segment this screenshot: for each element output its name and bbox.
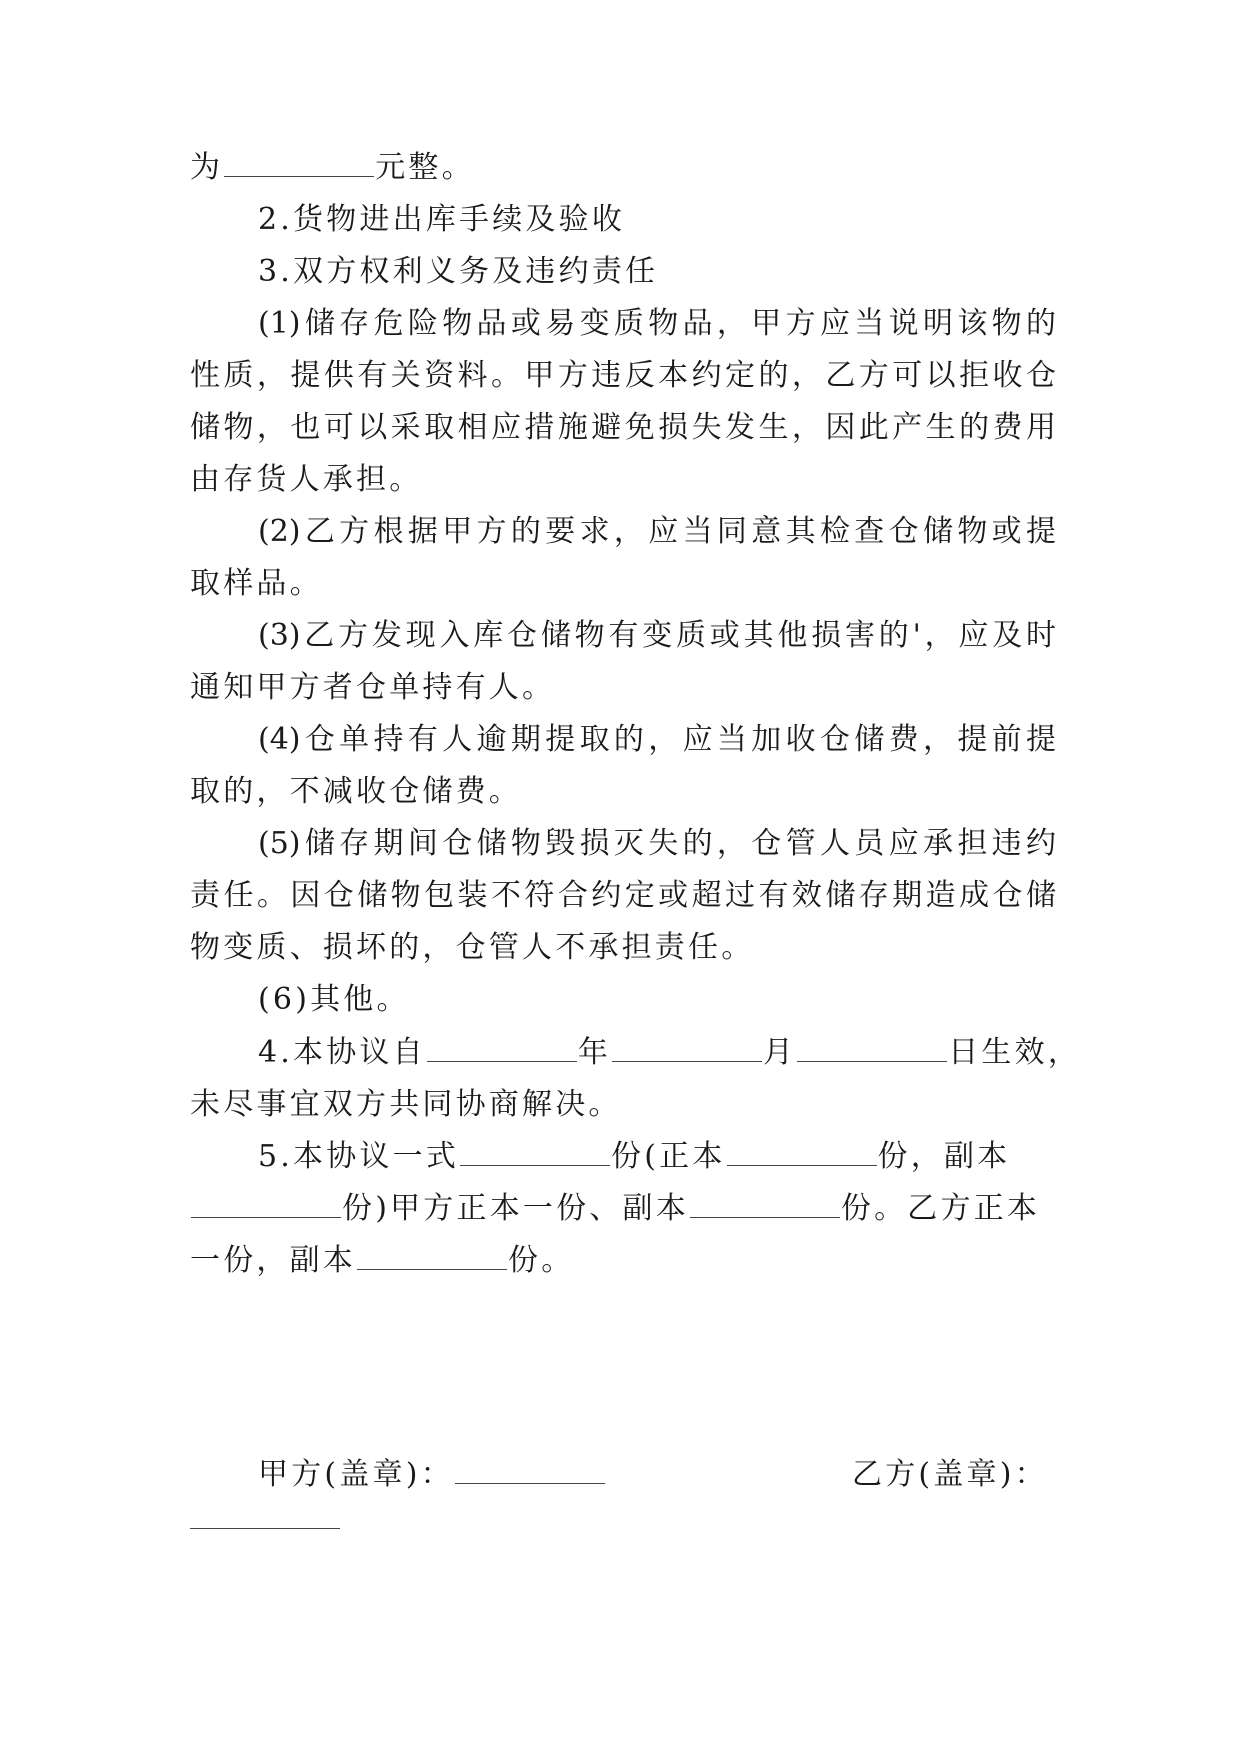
fill-blank-party-a-duplicates: [690, 1189, 840, 1218]
fill-blank-year: [427, 1033, 577, 1062]
text-line: 2.货物进出库手续及验收: [258, 202, 626, 237]
text-line: 物变质、损坏的，仓管人不承担责任。: [190, 930, 755, 965]
fill-blank: [224, 148, 374, 177]
fill-blank-duplicates: [191, 1189, 341, 1218]
text-line: (1)储存危险物品或易变质物品，甲方应当说明该物的: [258, 306, 1056, 341]
text-line: 取样品。: [190, 566, 323, 601]
fill-blank-month: [612, 1033, 762, 1062]
text-line: (3)乙方发现入库仓储物有变质或其他损害的'，应及时: [258, 618, 1056, 653]
text-line: (4)仓单持有人逾期提取的，应当加收仓储费，提前提: [258, 722, 1056, 757]
text-line: 5.本协议一式 份(正本 份，副本: [258, 1139, 1011, 1174]
text-line: 4.本协议自 年 月 日生效，: [258, 1035, 1082, 1070]
signature-party-a: 甲方(盖章)：: [258, 1455, 738, 1495]
text-line: 3.双方权利义务及违约责任: [258, 254, 659, 289]
text-line: 取的，不减收仓储费。: [190, 774, 522, 809]
fill-blank-party-b-duplicates: [357, 1241, 507, 1270]
signature-blank-party-a: [455, 1455, 605, 1484]
fill-blank-copies: [460, 1137, 610, 1166]
signature-party-b: 乙方(盖章)：: [852, 1457, 1048, 1492]
text-line: (6)其他。: [258, 982, 410, 1017]
signature-blank-party-b: [190, 1528, 340, 1530]
text-line: 储物，也可以采取相应措施避免损失发生，因此产生的费用: [190, 410, 1056, 445]
text-line: 为 元整。: [190, 150, 475, 185]
fill-blank-originals: [727, 1137, 877, 1166]
text-line: 通知甲方者仓单持有人。: [190, 670, 556, 705]
fill-blank-day: [797, 1033, 947, 1062]
text-line: 性质，提供有关资料。甲方违反本约定的，乙方可以拒收仓: [190, 358, 1056, 393]
text-line: 份)甲方正本一份、副本 份。乙方正本: [190, 1189, 1060, 1229]
text-line: 一份，副本 份。: [190, 1243, 575, 1278]
text-line: (2)乙方根据甲方的要求，应当同意其检查仓储物或提: [258, 514, 1056, 549]
text-line: 由存货人承担。: [190, 462, 423, 497]
text-line: 未尽事宜双方共同协商解决。: [190, 1087, 622, 1122]
text-line: (5)储存期间仓储物毁损灭失的，仓管人员应承担违约: [258, 826, 1056, 861]
text-line: 责任。因仓储物包装不符合约定或超过有效储存期造成仓储: [190, 878, 1056, 913]
